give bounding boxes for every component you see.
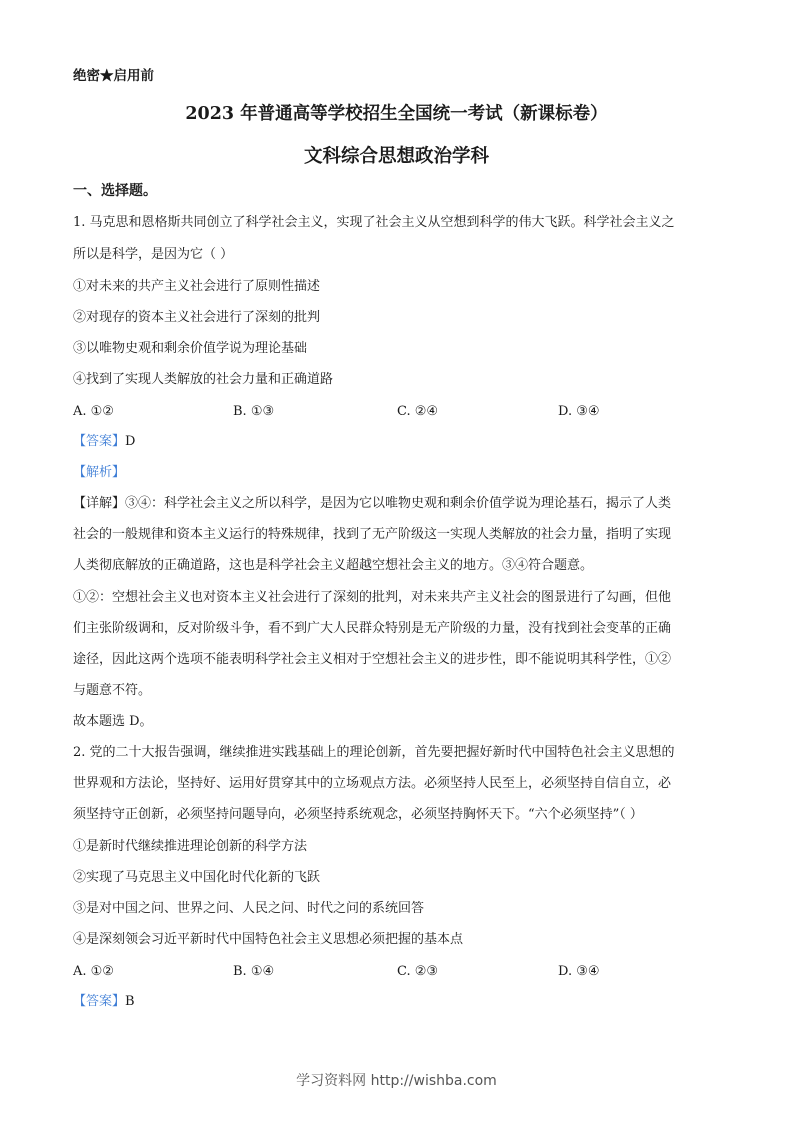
q1-option-d: D. ③④ [558,404,600,419]
exam-subtitle: 文科综合思想政治学科 [303,146,489,167]
q1-detail-line-6: 途径，因此这两个选项不能表明科学社会主义相对于空想社会主义的进步性，即不能说明其科学性，①② [73,652,672,667]
q1-detail-line-5: 们主张阶级调和，反对阶级斗争，看不到广大人民群众特别是无产阶级的力量，没有找到社会变革的正确 [73,621,672,636]
q2-option-c: C. ②③ [397,964,439,979]
q1-answer-value: D [125,434,136,449]
q2-option-a: A. ①② [73,964,114,979]
q1-detail-line-1 [73,494,723,514]
q2-item-2: ②实现了马克思主义中国化时代化新的飞跃 [73,870,321,885]
q1-detail-line-3: 人类彻底解放的正确道路，这也是科学社会主义超越空想社会主义的地方。③④符合题意。 [73,558,594,573]
q2-item-4: ④是深刻领会习近平新时代中国特色社会主义思想必须把握的基本点 [73,932,464,947]
q2-answer-value: B [125,994,135,1009]
q2-item-1: ①是新时代继续推进理论创新的科学方法 [73,839,308,854]
q1-stem-line-2: 所以是科学，是因为它（ ） [73,247,234,262]
q1-answer-line [73,432,723,452]
q1-detail-line-7: 与题意不符。 [73,683,152,698]
q2-stem-line-1: 2. 党的二十大报告强调，继续推进实践基础上的理论创新，首先要把握好新时代中国特色社会主义思想的 [73,745,675,760]
q1-item-3: ③以唯物史观和剩余价值学说为理论基础 [73,341,308,356]
q1-item-4: ④找到了实现人类解放的社会力量和正确道路 [73,372,334,387]
q2-item-3: ③是对中国之问、世界之问、人民之问、时代之问的系统回答 [73,901,425,916]
q1-detail-text-1: ③④：科学社会主义之所以科学，是因为它以唯物史观和剩余价值学说为理论基石，揭示了人类 [125,496,672,511]
q1-stem-line-1: 1. 马克思和恩格斯共同创立了科学社会主义，实现了社会主义从空想到科学的伟大飞跃。科学社会主义之 [73,215,675,230]
q2-stem-line-2: 世界观和方法论，坚持好、运用好贯穿其中的立场观点方法。必须坚持人民至上，必须坚持自信自立，必 [73,776,672,791]
q1-option-a: A. ①② [73,404,114,419]
q1-item-1: ①对未来的共产主义社会进行了原则性描述 [73,279,321,294]
answer-tag: 【答案】 [73,994,126,1009]
q1-option-b: B. ①③ [233,404,275,419]
footer-watermark: 学习资料网 http://wishba.com [296,1073,497,1089]
answer-tag: 【答案】 [73,434,126,449]
q1-item-2: ②对现存的资本主义社会进行了深刻的批判 [73,310,321,325]
q2-stem-line-3: 须坚持守正创新，必须坚持问题导向，必须坚持系统观念，必须坚持胸怀天下。“六个必须坚持”（ ） [73,807,643,822]
exam-title: 2023 年普通高等学校招生全国统一考试（新课标卷） [185,104,608,124]
q2-option-b: B. ①④ [233,964,275,979]
q1-detail-line-4: ①②：空想社会主义也对资本主义社会进行了深刻的批判，对未来共产主义社会的图景进行了勾画，但他 [73,590,672,605]
analysis-tag: 【解析】 [73,465,126,480]
q2-option-d: D. ③④ [558,964,600,979]
detail-tag: 【详解】 [73,496,126,511]
q1-option-c: C. ②④ [397,404,439,419]
section-heading: 一、选择题。 [73,183,157,199]
q2-answer-line [73,992,723,1012]
q1-conclusion: 故本题选 D。 [73,714,153,729]
q1-detail-line-2: 社会的一般规律和资本主义运行的特殊规律，找到了无产阶级这一实现人类解放的社会力量，指明了实现 [73,527,672,542]
secret-mark: 绝密★启用前 [73,68,154,84]
q1-analysis-line [73,463,723,483]
